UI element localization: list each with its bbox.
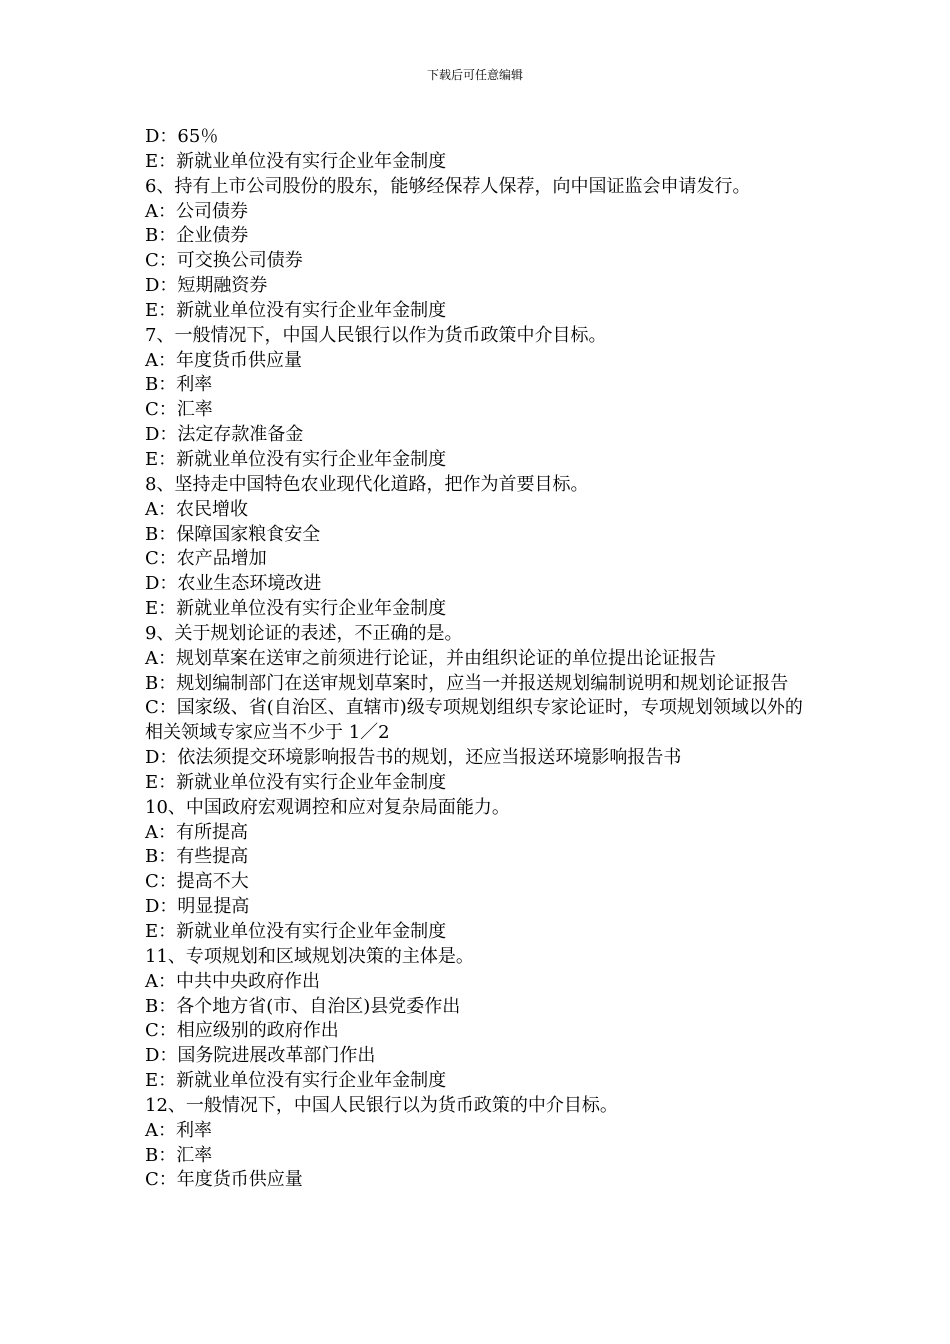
option-line: E：新就业单位没有实行企业年金制度 — [145, 1070, 447, 1092]
option-line: B：各个地方省(市、自治区)县党委作出 — [145, 995, 461, 1017]
option-line: D：依法须提交环境影响报告书的规划，还应当报送环境影响报告书 — [145, 747, 682, 769]
option-line: B：企业债券 — [145, 225, 249, 247]
option-line: A：中共中央政府作出 — [145, 970, 320, 992]
question-line: 7、一般情况下，中国人民银行以作为货币政策中介目标。 — [145, 324, 607, 346]
option-line: C：提高不大 — [145, 871, 249, 893]
option-line: B：利率 — [145, 374, 213, 396]
option-line: D：法定存款准备金 — [145, 424, 304, 446]
option-line: A：利率 — [145, 1119, 212, 1141]
option-line: E：新就业单位没有实行企业年金制度 — [145, 150, 447, 172]
option-line: B：有些提高 — [145, 846, 249, 868]
option-line: B：汇率 — [145, 1144, 213, 1166]
option-line: D：短期融资券 — [145, 275, 268, 297]
option-line: A：有所提高 — [145, 821, 248, 843]
option-line: E：新就业单位没有实行企业年金制度 — [145, 921, 447, 942]
option-line: D：65％ — [145, 126, 219, 147]
question-line: 10、中国政府宏观调控和应对复杂局面能力。 — [145, 796, 510, 818]
option-line: C：年度货币供应量 — [145, 1169, 303, 1191]
option-line: E：新就业单位没有实行企业年金制度 — [145, 598, 447, 620]
option-line: A：规划草案在送审之前须进行论证，并由组织论证的单位提出论证报告 — [145, 647, 716, 669]
option-line: D：明显提高 — [145, 896, 250, 918]
option-line: C：国家级、省(自治区、直辖市)级专项规划组织专家论证时，专项规划领域以外的相关领域专家应当不少于 1／2 — [145, 697, 803, 744]
document-body — [145, 125, 810, 1193]
question-line: 6、持有上市公司股份的股东，能够经保荐人保荐，向中国证监会申请发行。 — [145, 175, 751, 197]
page-header: 下载后可任意编辑 — [426, 68, 523, 82]
option-line: E：新就业单位没有实行企业年金制度 — [145, 299, 447, 321]
option-line: B：规划编制部门在送审规划草案时，应当一并报送规划编制说明和规划论证报告 — [145, 672, 789, 694]
option-line: E：新就业单位没有实行企业年金制度 — [145, 448, 447, 470]
option-line: D：国务院进展改革部门作出 — [145, 1045, 376, 1067]
option-line: A：农民增收 — [145, 498, 248, 520]
question-line: 12、一般情况下，中国人民银行以为货币政策的中介目标。 — [145, 1094, 618, 1116]
option-line: A：年度货币供应量 — [145, 349, 302, 371]
question-line: 8、坚持走中国特色农业现代化道路，把作为首要目标。 — [145, 473, 589, 495]
option-line: C：相应级别的政府作出 — [145, 1020, 339, 1042]
option-line: C：汇率 — [145, 399, 213, 421]
option-line: C：可交换公司债券 — [145, 250, 303, 272]
option-line: D：农业生态环境改进 — [145, 573, 322, 595]
option-line: E：新就业单位没有实行企业年金制度 — [145, 771, 447, 793]
question-line: 11、专项规划和区域规划决策的主体是。 — [145, 945, 474, 967]
option-line: A：公司债券 — [145, 200, 248, 222]
option-line: B：保障国家粮食安全 — [145, 523, 321, 545]
question-line: 9、关于规划论证的表述，不正确的是。 — [145, 622, 463, 644]
option-line: C：农产品增加 — [145, 548, 267, 570]
